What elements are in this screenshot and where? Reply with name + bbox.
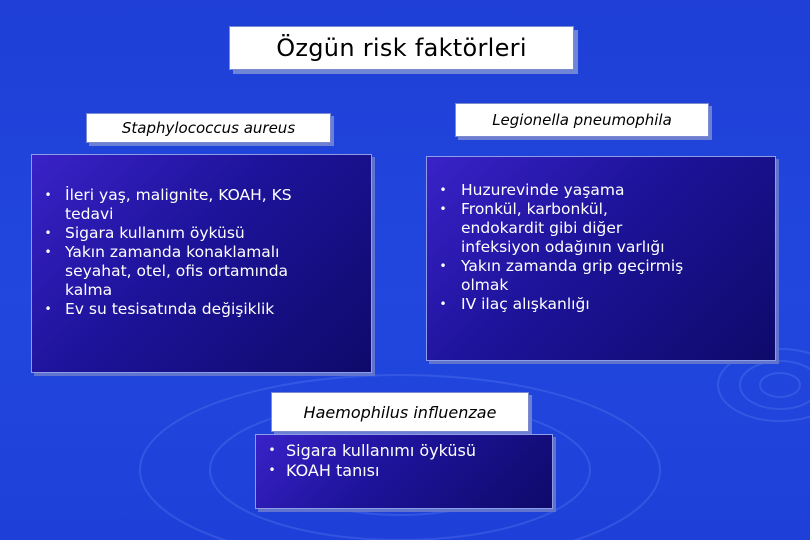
risk-list-item bbox=[32, 300, 371, 319]
risk-item-text: Fronkül, karbonkül, bbox=[461, 200, 608, 218]
staphylococcus-label: Staphylococcus aureus bbox=[121, 119, 296, 137]
legionella-label: Legionella pneumophila bbox=[492, 111, 672, 129]
legionella-label-box bbox=[455, 103, 709, 137]
risk-item-text: seyahat, otel, ofis ortamında bbox=[65, 262, 289, 280]
slide-title-box bbox=[229, 26, 574, 70]
bullet-icon: • bbox=[268, 443, 276, 457]
haemophilus-risk-list bbox=[256, 441, 552, 481]
risk-item-text: Sigara kullanım öyküsü bbox=[65, 224, 245, 242]
risk-list-item bbox=[32, 186, 371, 224]
risk-list-item bbox=[427, 257, 775, 295]
bullet-icon: • bbox=[44, 226, 52, 240]
risk-list-item bbox=[32, 243, 371, 300]
legionella-risk-list bbox=[427, 181, 775, 314]
risk-item-text: kalma bbox=[65, 281, 113, 299]
risk-item-text: Yakın zamanda grip geçirmiş bbox=[461, 257, 684, 275]
risk-item-text: infeksiyon odağının varlığı bbox=[461, 238, 665, 256]
bullet-icon: • bbox=[439, 202, 447, 216]
staphylococcus-risk-list bbox=[32, 186, 371, 319]
risk-item-text: İleri yaş, malignite, KOAH, KS bbox=[65, 186, 292, 204]
risk-list-item bbox=[427, 181, 775, 200]
bullet-icon: • bbox=[44, 188, 52, 202]
risk-item-text: Yakın zamanda konaklamalı bbox=[65, 243, 280, 261]
bullet-icon: • bbox=[44, 302, 52, 316]
risk-item-text: Ev su tesisatında değişiklik bbox=[65, 300, 275, 318]
risk-list-item bbox=[427, 200, 775, 257]
slide-title: Özgün risk faktörleri bbox=[276, 34, 527, 62]
risk-item-text: endokardit gibi diğer bbox=[461, 219, 623, 237]
bullet-icon: • bbox=[439, 297, 447, 311]
risk-item-text: tedavi bbox=[65, 205, 114, 223]
risk-item-text: KOAH tanısı bbox=[286, 461, 380, 480]
bullet-icon: • bbox=[268, 463, 276, 477]
risk-item-text: Huzurevinde yaşama bbox=[461, 181, 625, 199]
risk-item-text: Sigara kullanımı öyküsü bbox=[286, 441, 476, 460]
haemophilus-risk-panel bbox=[255, 434, 553, 509]
haemophilus-label: Haemophilus influenzae bbox=[303, 402, 497, 422]
risk-item-text: olmak bbox=[461, 276, 509, 294]
bullet-icon: • bbox=[439, 259, 447, 273]
risk-item-text: IV ilaç alışkanlığı bbox=[461, 295, 590, 313]
staphylococcus-risk-panel bbox=[31, 154, 372, 373]
risk-list-item bbox=[427, 295, 775, 314]
risk-list-item bbox=[32, 224, 371, 243]
risk-list-item bbox=[256, 461, 552, 481]
risk-list-item bbox=[256, 441, 552, 461]
bullet-icon: • bbox=[44, 245, 52, 259]
legionella-risk-panel bbox=[426, 156, 776, 361]
bullet-icon: • bbox=[439, 183, 447, 197]
staphylococcus-label-box bbox=[86, 113, 331, 143]
haemophilus-label-box bbox=[271, 392, 529, 432]
